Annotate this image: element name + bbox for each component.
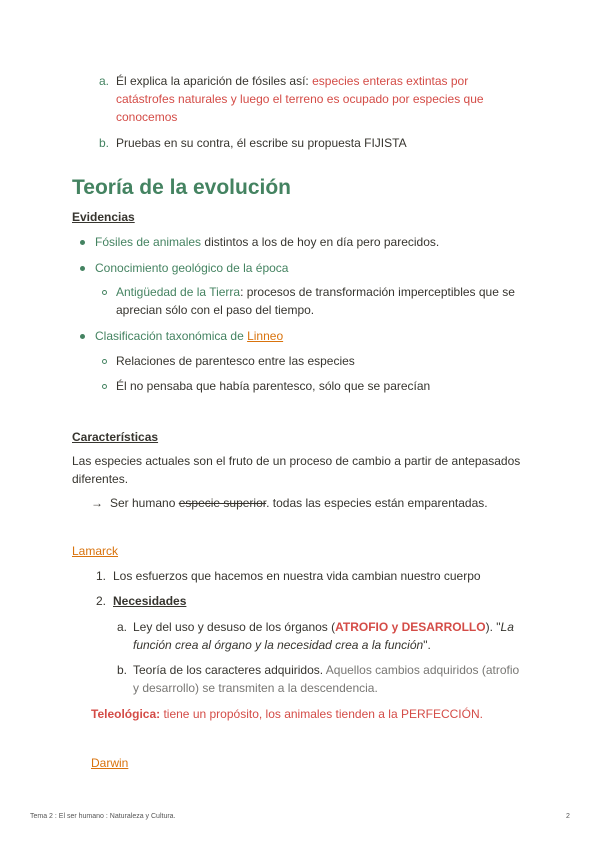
evidencia-item-2-sub: Antigüedad de la Tierra: procesos de transformación imperceptibles que se aprecian sólo con el paso del tiempo. <box>116 285 515 317</box>
bullet-dot <box>80 266 85 271</box>
list-top-a-marker: a. <box>99 74 110 88</box>
bullet-dot <box>80 240 85 245</box>
section-title: Teoría de la evolución <box>72 176 292 199</box>
lamarck-sub-a-marker: a. <box>117 620 128 634</box>
list-top-b-marker: b. <box>99 136 110 150</box>
bullet-circle <box>102 290 107 295</box>
list-top-a: Él explica la aparición de fósiles así: especies enteras extintas por catástrofes naturales y luego el terreno es ocupado por especies que conocemos <box>116 74 484 124</box>
page-number: 2 <box>566 813 570 820</box>
caracteristicas-arrow-text: Ser humano especie superior. todas las especies están emparentadas. <box>110 496 488 510</box>
lamarck-link[interactable]: Lamarck <box>72 544 119 558</box>
linneo-link[interactable]: Linneo <box>247 329 284 343</box>
lamarck-item-2: Necesidades <box>113 594 187 608</box>
evidencia-item-3: Clasificación taxonómica de Linneo <box>95 329 284 343</box>
bullet-dot <box>80 334 85 339</box>
lamarck-item-1: Los esfuerzos que hacemos en nuestra vida cambian nuestro cuerpo <box>113 569 481 583</box>
footer-title: Tema 2 : El ser humano : Naturaleza y Cultura. <box>30 813 176 820</box>
caracteristicas-heading: Características <box>72 430 159 444</box>
caracteristicas-paragraph: Las especies actuales son el fruto de un proceso de cambio a partir de antepasados diferentes. <box>72 454 521 486</box>
arrow-icon: → <box>91 496 103 510</box>
lamarck-sub-b: Teoría de los caracteres adquiridos. Aquellos cambios adquiridos (atrofio y desarrollo) se transmiten a la descendencia. <box>133 663 520 695</box>
darwin-link[interactable]: Darwin <box>91 756 129 770</box>
lamarck-item-1-marker: 1. <box>96 569 107 583</box>
lamarck-sub-b-marker: b. <box>117 663 128 677</box>
evidencia-item-3-sub-1: Relaciones de parentesco entre las especies <box>116 354 355 368</box>
evidencia-item-2: Conocimiento geológico de la época <box>95 261 289 275</box>
list-top-b: Pruebas en su contra, él escribe su propuesta FIJISTA <box>116 136 407 150</box>
evidencias-heading: Evidencias <box>72 210 135 224</box>
bullet-circle <box>102 359 107 364</box>
teleologica-note: Teleológica: tiene un propósito, los animales tienden a la PERFECCIÓN. <box>91 707 483 721</box>
lamarck-sub-a: Ley del uso y desuso de los órganos (ATROFIO y DESARROLLO). "La función crea al órgano y la necesidad crea a la función". <box>133 620 514 652</box>
evidencia-item-1: Fósiles de animales distintos a los de hoy en día pero parecidos. <box>95 235 440 249</box>
evidencia-item-3-sub-2: Él no pensaba que había parentesco, sólo que se parecían <box>116 379 431 393</box>
bullet-circle <box>102 384 107 389</box>
lamarck-item-2-marker: 2. <box>96 594 107 608</box>
